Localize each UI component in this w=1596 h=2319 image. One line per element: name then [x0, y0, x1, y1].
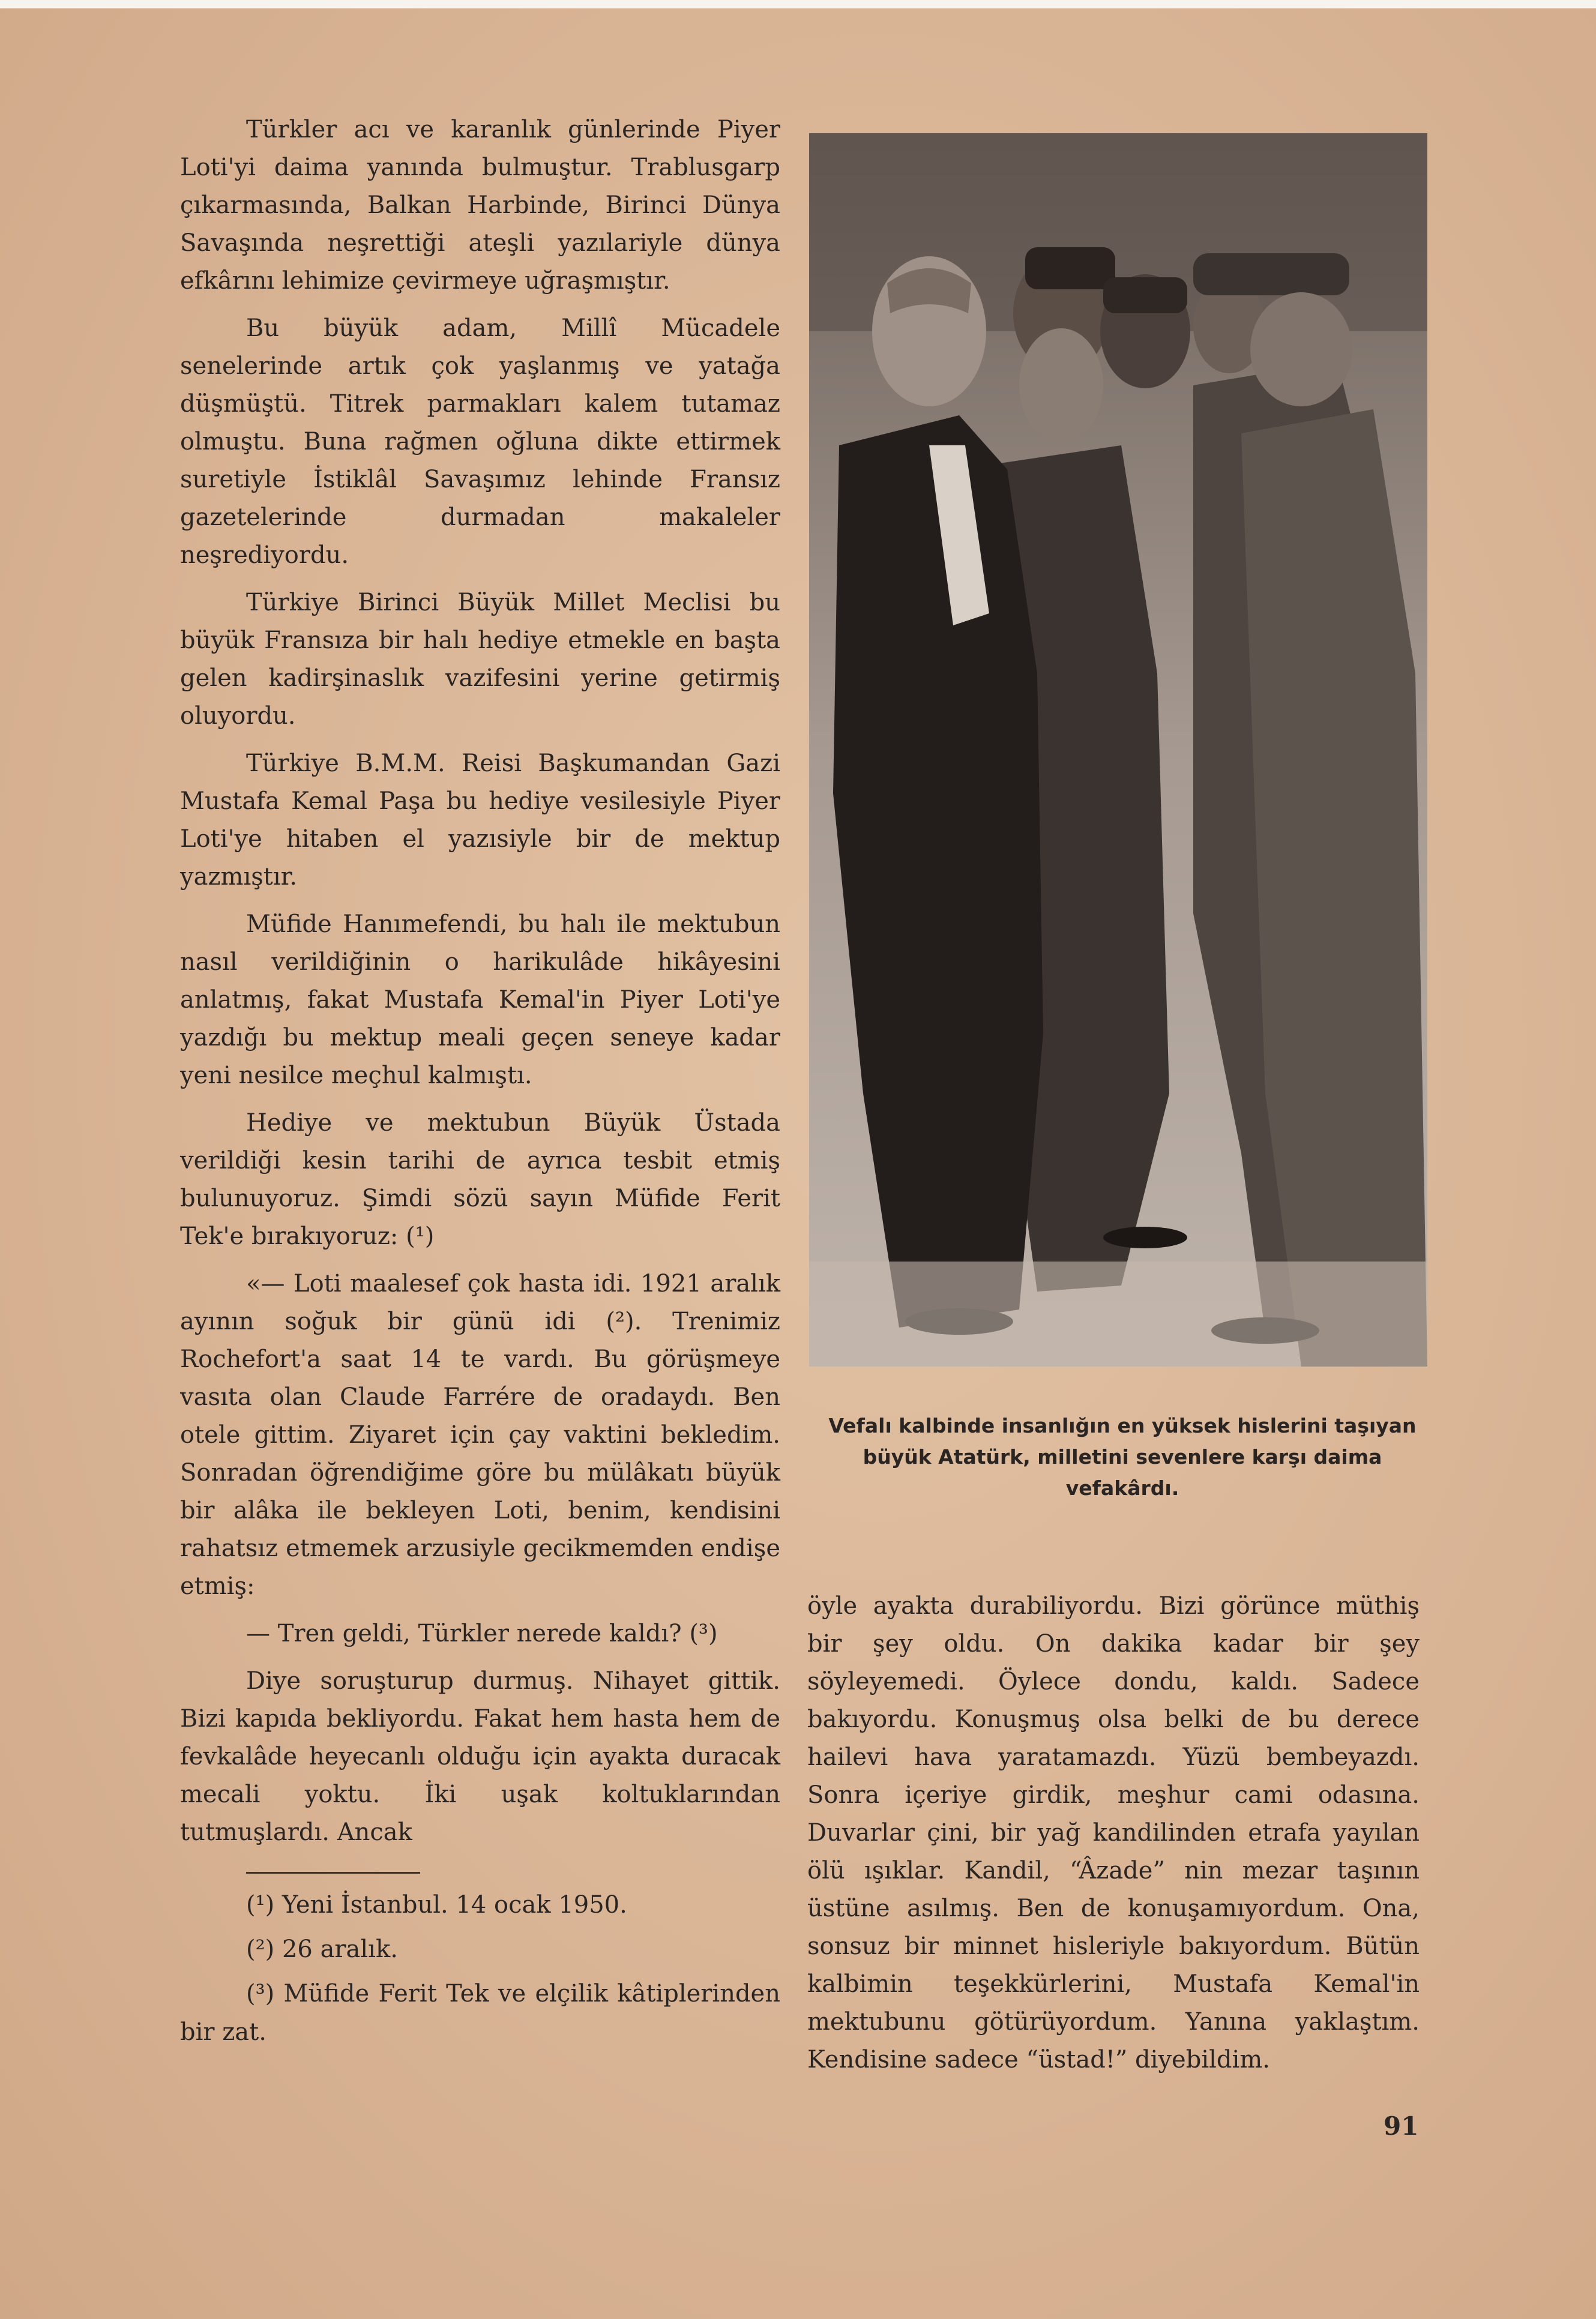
- paragraph: «— Loti maalesef çok hasta idi. 1921 aralık ayının soğuk bir günü idi (²). Trenimiz Rochefort'a saat 14 te vardı. Bu görüşmeye vasıta olan Claude Farrére de oradaydı. Ben otele gittim. Ziyaret için çay vaktini bekledim. Sonradan öğrendiğime göre bu mülâkatı büyük bir alâka ile bekleyen Loti, benim, kendisini rahatsız etmemek arzusiyle gecikmemden endişe etmiş:: [180, 1270, 780, 1600]
- paragraph: Türkiye Birinci Büyük Millet Meclisi bu büyük Fransıza bir halı hediye etmekle en başta gelen kadirşinaslık vazifesini yerine getirmiş oluyordu.: [180, 589, 780, 730]
- paragraph: Hediye ve mektubun Büyük Üstada verildiği kesin tarihi de ayrıca tesbit etmiş bulunuyoruz. Şimdi sözü sayın Müfide Ferit Tek'e bırakıyoruz: (¹): [180, 1109, 780, 1250]
- footnote: (³) Müfide Ferit Tek ve elçilik kâtiplerinden bir zat.: [180, 1980, 780, 2046]
- right-text-column: [807, 1587, 1420, 2079]
- footnote-divider: [246, 1872, 420, 1874]
- left-text-column: [180, 111, 780, 2051]
- paragraph: Türkiye B.M.M. Reisi Başkumandan Gazi Mustafa Kemal Paşa bu hediye vesilesiyle Piyer Loti'ye hitaben el yazısiyle bir de mektup yazmıştır.: [180, 750, 780, 891]
- page-top-edge: [0, 0, 1596, 8]
- paragraph: Bu büyük adam, Millî Mücadele senelerinde artık çok yaşlanmış ve yatağa düşmüştü. Titrek parmakları kalem tutamaz olmuştu. Buna rağmen oğluna dikte ettirmek suretiyle İstiklâl Savaşımız lehinde Fransız gazetelerinde durmadan makaleler neşrediyordu.: [180, 314, 780, 569]
- photo-caption: Vefalı kalbinde insanlığın en yüksek hislerini taşıyan büyük Atatürk, milletini sevenlere karşı daima vefakârdı.: [828, 1414, 1417, 1500]
- paragraph: Müfide Hanımefendi, bu halı ile mektubun nasıl verildiğinin o harikulâde hikâyesini anlatmış, fakat Mustafa Kemal'in Piyer Loti'ye yazdığı bu mektup meali geçen seneye kadar yeni nesilce meçhul kalmıştı.: [180, 910, 780, 1089]
- historical-photo: [809, 133, 1427, 1367]
- photo-illustration: [809, 133, 1427, 1367]
- footnote: (¹) Yeni İstanbul. 14 ocak 1950.: [246, 1891, 627, 1919]
- paragraph: Türkler acı ve karanlık günlerinde Piyer Loti'yi daima yanında bulmuştur. Trablusgarp çıkarmasında, Balkan Harbinde, Birinci Dünya Savaşında neşrettiği ateşli yazılariyle dünya efkârını lehimize çevirmeye uğraşmıştır.: [180, 116, 780, 295]
- footnote: (²) 26 aralık.: [246, 1936, 398, 1963]
- page-number: 91: [1384, 2111, 1419, 2141]
- paragraph: öyle ayakta durabiliyordu. Bizi görünce müthiş bir şey oldu. On dakika kadar bir şey söyleyemedi. Öylece dondu, kaldı. Sadece bakıyordu. Konuşmuş olsa belki de bu derece hailevi hava yaratamazdı. Yüzü bembeyazdı. Sonra içeriye girdik, meşhur cami odasına. Duvarlar çini, bir yağ kandilinden etrafa yayılan ölü ışıklar. Kandil, “Âzade” nin mezar taşının üstüne asılmış. Ben de konuşamıyordum. Ona, sonsuz bir minnet hisleriyle bakıyordum. Bütün kalbimin teşekkürlerini, Mustafa Kemal'in mektubunu götürüyordum. Yanına yaklaştım. Kendisine sadece “üstad!” diyebildim.: [807, 1592, 1420, 2074]
- footnotes: [180, 1886, 780, 2051]
- paragraph: Diye soruşturup durmuş. Nihayet gittik. Bizi kapıda bekliyordu. Fakat hem hasta hem de fevkalâde heyecanlı olduğu için ayakta duracak mecali yoktu. İki uşak koltuklarından tutmuşlardı. Ancak: [180, 1667, 780, 1846]
- paragraph: — Tren geldi, Türkler nerede kaldı? (³): [246, 1620, 718, 1647]
